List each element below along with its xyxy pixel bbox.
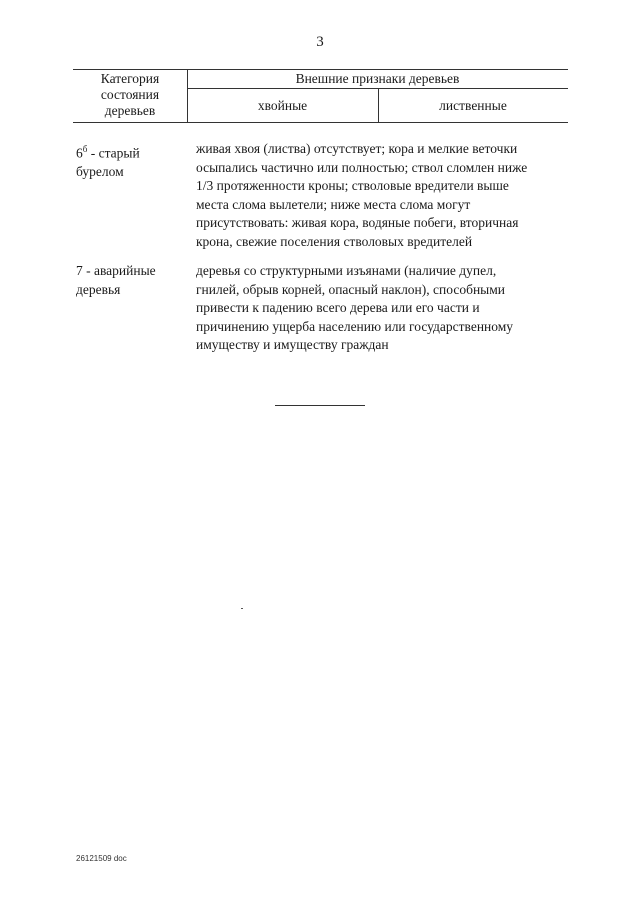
category-line: $6^б$ - старый [76, 144, 140, 161]
table-header [73, 69, 568, 123]
header-category-line: состояния [100, 87, 160, 102]
row-7-category [76, 262, 191, 299]
file-name-footer: 26121509 doc [76, 854, 127, 863]
description-line: привести к падению всего дерева или его части и [196, 300, 480, 315]
description-line: места слома вылетели; ниже места слома могут [196, 196, 471, 212]
description-line: живая хвоя (листва) отсутствует; кора и мелкие веточки [196, 141, 518, 156]
description-line: причинению ущерба населению или государственному [196, 318, 514, 334]
scan-speck [241, 608, 243, 609]
row-7-description [196, 262, 566, 355]
description-line: гнилей, обрыв корней, опасный наклон), способными [196, 281, 506, 297]
description-line: имуществу и имуществу граждан [196, 337, 389, 352]
category-line: деревья [76, 281, 121, 297]
header-bottom-rule [73, 122, 568, 123]
header-category-line: деревьев [104, 103, 156, 118]
row-6b-description [196, 140, 566, 251]
end-rule [275, 405, 365, 406]
header-conifer: хвойные [257, 98, 308, 113]
row-6b-category [76, 140, 191, 182]
description-line: 1/3 протяженности кроны; стволовые вредители выше [196, 178, 509, 193]
header-top-rule [73, 69, 568, 70]
header-signs: Внешние признаки деревьев [295, 71, 460, 86]
description-line: деревья со структурными изъянами (наличие дупел, [196, 263, 497, 278]
description-line: присутствовать: живая кора, водяные побеги, вторичная [196, 215, 519, 230]
category-line: 7 - аварийные [76, 263, 156, 278]
page-number: 3 [316, 34, 324, 50]
header-category-line: Категория [100, 71, 160, 86]
category-line: бурелом [76, 164, 124, 179]
description-line: крона, свежие поселения стволовых вредителей [196, 233, 473, 249]
header-deciduous: лиственные [439, 98, 507, 113]
description-line: осыпались частично или полностью; ствол сломлен ниже [196, 159, 528, 175]
header-category [73, 71, 187, 119]
